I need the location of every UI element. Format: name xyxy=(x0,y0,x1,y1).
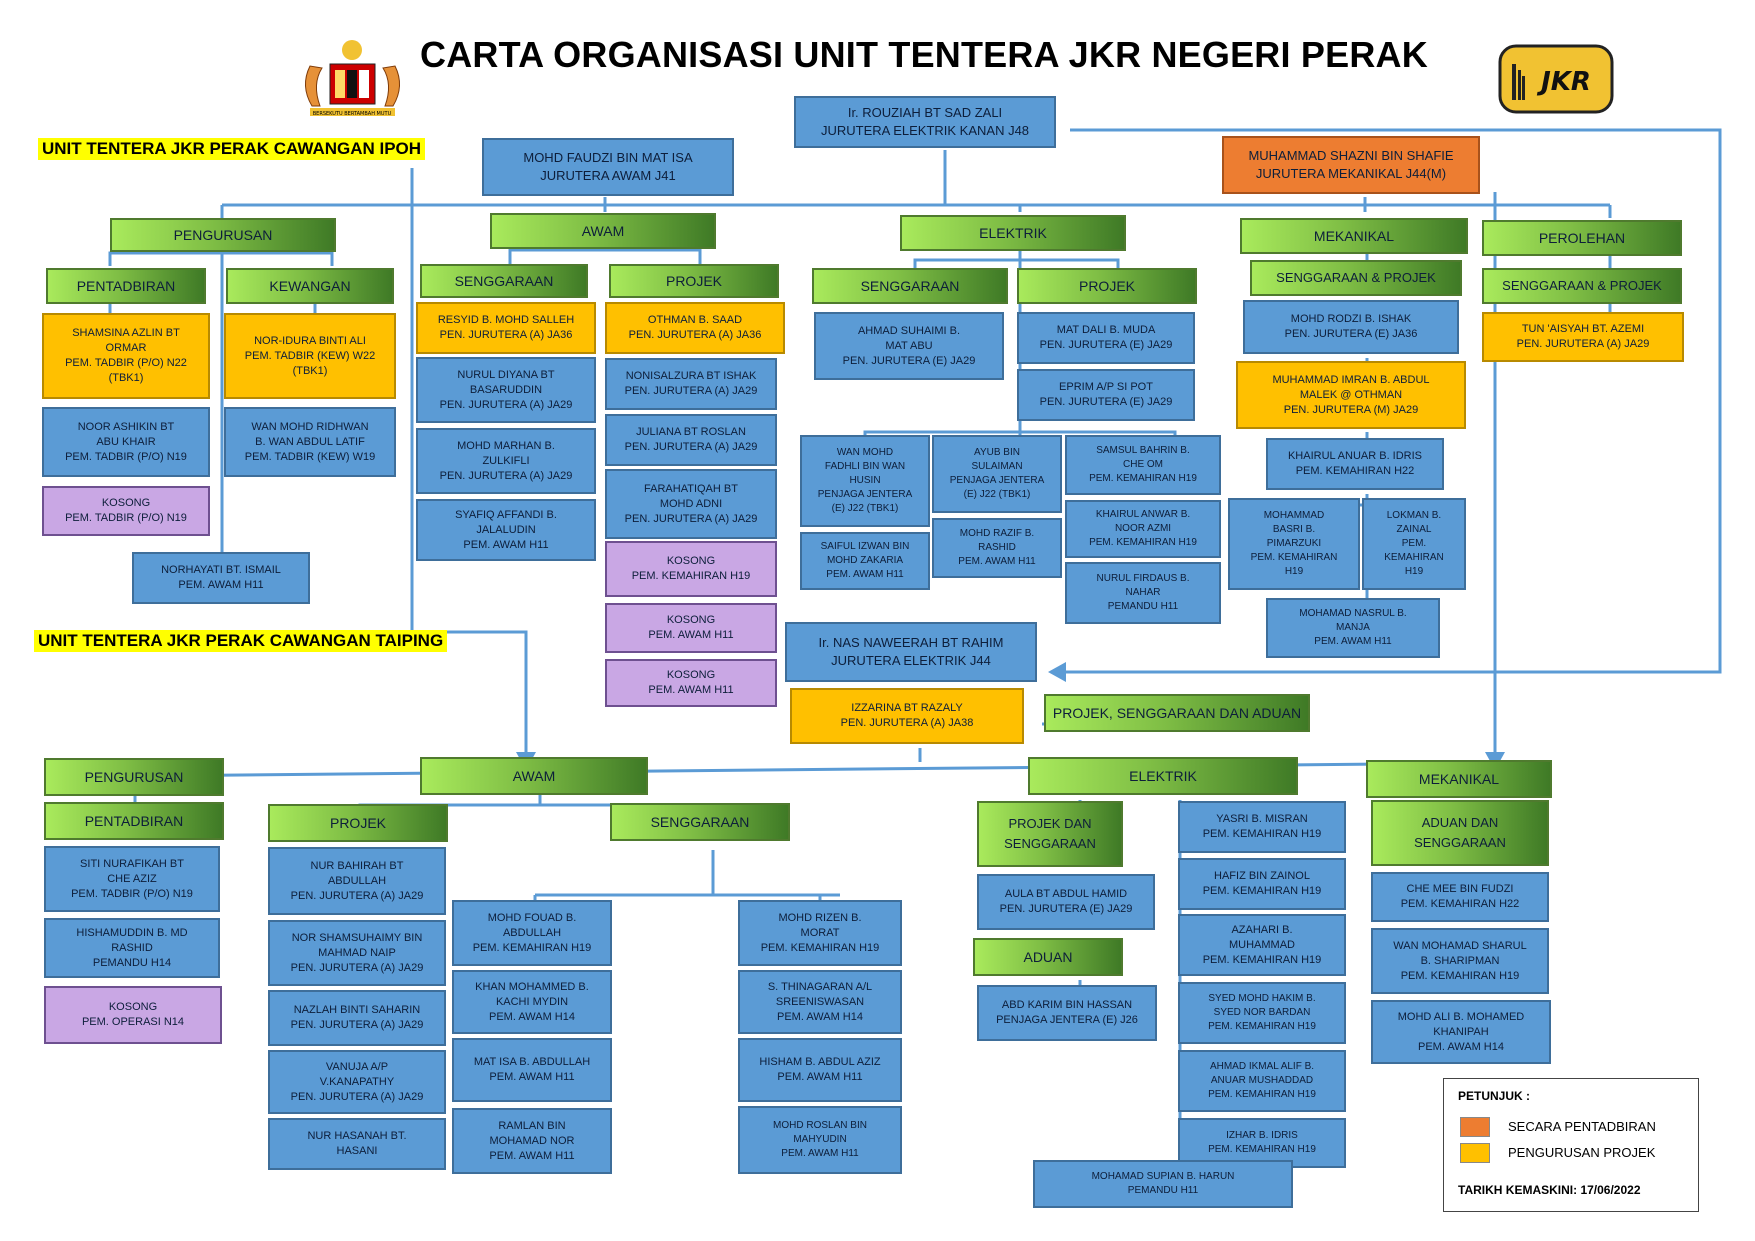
hisham-box[interactable]: HISHAM B. ABDUL AZIZ PEM. AWAM H11 xyxy=(738,1038,902,1102)
rodzi-box[interactable]: MOHD RODZI B. ISHAK PEN. JURUTERA (E) JA36 xyxy=(1243,300,1459,354)
imran-box[interactable]: MUHAMMAD IMRAN B. ABDUL MALEK @ OTHMAN PEN. JURUTERA (M) JA29 xyxy=(1236,361,1466,429)
legend-label-pentadbiran: SECARA PENTADBIRAN xyxy=(1508,1119,1656,1134)
supian-box[interactable]: MOHAMAD SUPIAN B. HARUN PEMANDU H11 xyxy=(1033,1160,1293,1208)
khan-box[interactable]: KHAN MOHAMMED B. KACHI MYDIN PEM. AWAM H14 xyxy=(452,970,612,1034)
rouziah-box[interactable]: Ir. ROUZIAH BT SAD ZALI JURUTERA ELEKTRIK KANAN J48 xyxy=(794,96,1056,148)
cheemee-box[interactable]: CHE MEE BIN FUDZI PEM. KEMAHIRAN H22 xyxy=(1371,872,1549,922)
firdaus-box[interactable]: NURUL FIRDAUS B. NAHAR PEMANDU H11 xyxy=(1065,562,1221,624)
syed-box[interactable]: SYED MOHD HAKIM B. SYED NOR BARDAN PEM. KEMAHIRAN H19 xyxy=(1178,982,1346,1044)
hafiz-box[interactable]: HAFIZ BIN ZAINOL PEM. KEMAHIRAN H19 xyxy=(1178,858,1346,910)
othman-box[interactable]: OTHMAN B. SAAD PEN. JURUTERA (A) JA36 xyxy=(605,302,785,354)
wanmohd-box[interactable]: WAN MOHD FADHLI BIN WAN HUSIN PENJAGA JENTERA (E) J22 (TBK1) xyxy=(800,435,930,527)
sharul-box[interactable]: WAN MOHAMAD SHARUL B. SHARIPMAN PEM. KEMAHIRAN H19 xyxy=(1371,928,1549,994)
syafiq-box[interactable]: SYAFIQ AFFANDI B. JALALUDIN PEM. AWAM H11 xyxy=(416,499,596,561)
rizen-box[interactable]: MOHD RIZEN B. MORAT PEM. KEMAHIRAN H19 xyxy=(738,900,902,966)
taiping-projek-header[interactable]: PROJEK xyxy=(268,804,448,842)
hishamuddin-box[interactable]: HISHAMUDDIN B. MD RASHID PEMANDU H14 xyxy=(44,918,220,978)
azahari-box[interactable]: AZAHARI B. MUHAMMAD PEM. KEMAHIRAN H19 xyxy=(1178,914,1346,976)
ipoh-pentadbiran-header[interactable]: PENTADBIRAN xyxy=(46,268,206,304)
taiping-aduan-header[interactable]: ADUAN xyxy=(973,938,1123,976)
aula-box[interactable]: AULA BT ABDUL HAMID PEN. JURUTERA (E) JA29 xyxy=(977,874,1155,930)
thinagaran-box[interactable]: S. THINAGARAN A/L SREENISWASAN PEM. AWAM H14 xyxy=(738,970,902,1034)
kosong-kemahiran-box[interactable]: KOSONG PEM. KEMAHIRAN H19 xyxy=(605,541,777,597)
abdkarim-box[interactable]: ABD KARIM BIN HASSAN PENJAGA JENTERA (E) J26 xyxy=(977,985,1157,1041)
ipoh-elektrik-senggaraan-header[interactable]: SENGGARAAN xyxy=(812,268,1008,304)
kosong-awam-box-1[interactable]: KOSONG PEM. AWAM H11 xyxy=(605,603,777,653)
ipoh-awam-projek-header[interactable]: PROJEK xyxy=(609,264,779,298)
khairul-anwar-box[interactable]: KHAIRUL ANWAR B. NOOR AZMI PEM. KEMAHIRAN H19 xyxy=(1065,500,1221,558)
legend-update-date: TARIKH KEMASKINI: 17/06/2022 xyxy=(1458,1183,1641,1197)
yasri-box[interactable]: YASRI B. MISRAN PEM. KEMAHIRAN H19 xyxy=(1178,801,1346,853)
shamsina-box[interactable]: SHAMSINA AZLIN BT ORMAR PEM. TADBIR (P/O) N22 (TBK1) xyxy=(42,313,210,399)
ayub-box[interactable]: AYUB BIN SULAIMAN PENJAGA JENTERA (E) J22 (TBK1) xyxy=(932,435,1062,513)
faudzi-box[interactable]: MOHD FAUDZI BIN MAT ISA JURUTERA AWAM J41 xyxy=(482,138,734,196)
samsul-box[interactable]: SAMSUL BAHRIN B. CHE OM PEM. KEMAHIRAN H19 xyxy=(1065,435,1221,495)
section-ipoh: UNIT TENTERA JKR PERAK CAWANGAN IPOH xyxy=(38,138,425,160)
izzarina-box[interactable]: IZZARINA BT RAZALY PEN. JURUTERA (A) JA38 xyxy=(790,688,1024,744)
page-title: CARTA ORGANISASI UNIT TENTERA JKR NEGERI PERAK xyxy=(420,34,1428,75)
lokman-box[interactable]: LOKMAN B. ZAINAL PEM. KEMAHIRAN H19 xyxy=(1362,498,1466,590)
matdali-box[interactable]: MAT DALI B. MUDA PEN. JURUTERA (E) JA29 xyxy=(1017,312,1195,364)
kosong-tadbir-box[interactable]: KOSONG PEM. TADBIR (P/O) N19 xyxy=(42,486,210,536)
ipoh-awam-header[interactable]: AWAM xyxy=(490,213,716,249)
jkr-logo xyxy=(1498,44,1614,114)
nurafikah-box[interactable]: SITI NURAFIKAH BT CHE AZIZ PEM. TADBIR (P/O) N19 xyxy=(44,846,220,912)
ikmal-box[interactable]: AHMAD IKMAL ALIF B. ANUAR MUSHADDAD PEM. KEMAHIRAN H19 xyxy=(1178,1050,1346,1112)
legend-swatch-pentadbiran xyxy=(1460,1117,1490,1137)
noridura-box[interactable]: NOR-IDURA BINTI ALI PEM. TADBIR (KEW) W22 (TBK1) xyxy=(224,313,396,399)
razif-box[interactable]: MOHD RAZIF B. RASHID PEM. AWAM H11 xyxy=(932,518,1062,578)
taiping-pengurusan-header[interactable]: PENGURUSAN xyxy=(44,758,224,796)
fouad-box[interactable]: MOHD FOUAD B. ABDULLAH PEM. KEMAHIRAN H19 xyxy=(452,900,612,966)
ipoh-perolehan-sp-header[interactable]: SENGGARAAN & PROJEK xyxy=(1482,268,1682,304)
ipoh-pengurusan-header[interactable]: PENGURUSAN xyxy=(110,218,336,252)
juliana-box[interactable]: JULIANA BT ROSLAN PEN. JURUTERA (A) JA29 xyxy=(605,414,777,466)
kosong-operasi-box[interactable]: KOSONG PEM. OPERASI N14 xyxy=(44,986,222,1044)
section-taiping: UNIT TENTERA JKR PERAK CAWANGAN TAIPING xyxy=(34,630,447,652)
suhaimi-box[interactable]: AHMAD SUHAIMI B. MAT ABU PEN. JURUTERA (E) JA29 xyxy=(814,312,1004,380)
taiping-awam-header[interactable]: AWAM xyxy=(420,757,648,795)
nazlah-box[interactable]: NAZLAH BINTI SAHARIN PEN. JURUTERA (A) JA29 xyxy=(268,990,446,1046)
legend-panel xyxy=(1443,1078,1699,1212)
ipoh-awam-senggaraan-header[interactable]: SENGGARAAN xyxy=(420,264,588,298)
resyid-box[interactable]: RESYID B. MOHD SALLEH PEN. JURUTERA (A) JA36 xyxy=(416,302,596,354)
taiping-aduan-senggaraan-header[interactable]: ADUAN DAN SENGGARAAN xyxy=(1371,800,1549,866)
khairul-anuar-box[interactable]: KHAIRUL ANUAR B. IDRIS PEM. KEMAHIRAN H22 xyxy=(1266,438,1444,490)
legend-swatch-projek xyxy=(1460,1143,1490,1163)
farahatiqah-box[interactable]: FARAHATIQAH BT MOHD ADNI PEN. JURUTERA (A) JA29 xyxy=(605,469,777,539)
kosong-awam-box-2[interactable]: KOSONG PEM. AWAM H11 xyxy=(605,659,777,707)
vanuja-box[interactable]: VANUJA A/P V.KANAPATHY PEN. JURUTERA (A) JA29 xyxy=(268,1050,446,1114)
malaysia-crest-logo xyxy=(290,36,415,120)
taiping-projek-senggaraan-header[interactable]: PROJEK DAN SENGGARAAN xyxy=(977,801,1123,867)
taiping-mekanikal-header[interactable]: MEKANIKAL xyxy=(1366,760,1552,798)
diyana-box[interactable]: NURUL DIYANA BT BASARUDDIN PEN. JURUTERA (A) JA29 xyxy=(416,357,596,423)
ridhwan-box[interactable]: WAN MOHD RIDHWAN B. WAN ABDUL LATIF PEM. TADBIR (KEW) W19 xyxy=(224,407,396,477)
ashikin-box[interactable]: NOOR ASHIKIN BT ABU KHAIR PEM. TADBIR (P/O) N19 xyxy=(42,407,210,477)
ipoh-elektrik-header[interactable]: ELEKTRIK xyxy=(900,215,1126,251)
saiful-box[interactable]: SAIFUL IZWAN BIN MOHD ZAKARIA PEM. AWAM H11 xyxy=(800,532,930,590)
ipoh-mekanikal-sp-header[interactable]: SENGGARAAN & PROJEK xyxy=(1250,260,1462,296)
jkr-logo-text: JKR xyxy=(1541,67,1591,97)
basri-box[interactable]: MOHAMMAD BASRI B. PIMARZUKI PEM. KEMAHIRAN H19 xyxy=(1228,498,1360,590)
izhar-box[interactable]: IZHAR B. IDRIS PEM. KEMAHIRAN H19 xyxy=(1178,1118,1346,1168)
crest-motto: BERSEKUTU BERTAMBAH MUTU xyxy=(312,111,392,117)
bahirah-box[interactable]: NUR BAHIRAH BT ABDULLAH PEN. JURUTERA (A) JA29 xyxy=(268,847,446,915)
shazni-box[interactable]: MUHAMMAD SHAZNI BIN SHAFIE JURUTERA MEKANIKAL J44(M) xyxy=(1222,136,1480,194)
legend-title: PETUNJUK : xyxy=(1458,1089,1531,1103)
taiping-senggaraan-header[interactable]: SENGGARAAN xyxy=(610,803,790,841)
aisyah-box[interactable]: TUN 'AISYAH BT. AZEMI PEN. JURUTERA (A) JA29 xyxy=(1482,312,1684,362)
ramlan-box[interactable]: RAMLAN BIN MOHAMAD NOR PEM. AWAM H11 xyxy=(452,1108,612,1174)
ipoh-kewangan-header[interactable]: KEWANGAN xyxy=(226,268,394,304)
hasanah-box[interactable]: NUR HASANAH BT. HASANI xyxy=(268,1118,446,1170)
legend-label-projek: PENGURUSAN PROJEK xyxy=(1508,1145,1656,1160)
mohdali-box[interactable]: MOHD ALI B. MOHAMED KHANIPAH PEM. AWAM H14 xyxy=(1371,1000,1551,1064)
ipoh-elektrik-projek-header[interactable]: PROJEK xyxy=(1017,268,1197,304)
taiping-pentadbiran-header[interactable]: PENTADBIRAN xyxy=(44,802,224,840)
shamsuhaimy-box[interactable]: NOR SHAMSUHAIMY BIN MAHMAD NAIP PEN. JURUTERA (A) JA29 xyxy=(268,920,446,986)
nonisalzura-box[interactable]: NONISALZURA BT ISHAK PEN. JURUTERA (A) JA29 xyxy=(605,358,777,410)
roslan-box[interactable]: MOHD ROSLAN BIN MAHYUDIN PEM. AWAM H11 xyxy=(738,1106,902,1174)
eprim-box[interactable]: EPRIM A/P SI POT PEN. JURUTERA (E) JA29 xyxy=(1017,369,1195,421)
taiping-elektrik-header[interactable]: ELEKTRIK xyxy=(1028,757,1298,795)
nasrul-box[interactable]: MOHAMAD NASRUL B. MANJA PEM. AWAM H11 xyxy=(1266,598,1440,658)
norhayati-box[interactable]: NORHAYATI BT. ISMAIL PEM. AWAM H11 xyxy=(132,552,310,604)
matisa-box[interactable]: MAT ISA B. ABDULLAH PEM. AWAM H11 xyxy=(452,1038,612,1102)
ipoh-mekanikal-header[interactable]: MEKANIKAL xyxy=(1240,218,1468,254)
psa-header[interactable]: PROJEK, SENGGARAAN DAN ADUAN xyxy=(1044,694,1310,732)
naweerah-box[interactable]: Ir. NAS NAWEERAH BT RAHIM JURUTERA ELEKTRIK J44 xyxy=(785,622,1037,682)
marhan-box[interactable]: MOHD MARHAN B. ZULKIFLI PEN. JURUTERA (A) JA29 xyxy=(416,428,596,494)
ipoh-perolehan-header[interactable]: PEROLEHAN xyxy=(1482,220,1682,256)
